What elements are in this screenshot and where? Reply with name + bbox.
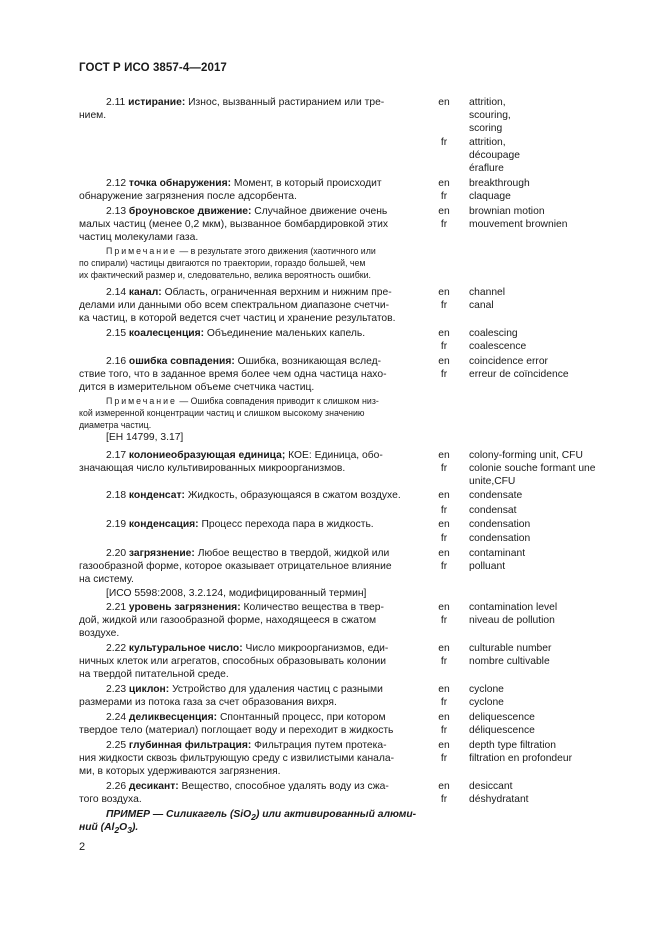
language-code: en — [438, 206, 450, 217]
term-title: культуральное число: — [128, 643, 243, 654]
language-code: fr — [440, 219, 448, 230]
foreign-term: colony-forming unit, CFU — [469, 450, 583, 461]
definition-line — [79, 615, 376, 627]
line-text: ния жидкости сквозь фильтрующую среду с извилистыми канала- — [79, 753, 395, 764]
note-line — [106, 246, 376, 257]
definition-line — [79, 382, 314, 394]
note-line — [79, 270, 371, 281]
definition-line — [106, 519, 374, 531]
line-text: Объединение маленьких капель. — [204, 328, 366, 339]
term-title: истирание: — [128, 97, 186, 108]
foreign-term: colonie souche formant une — [469, 463, 596, 474]
line-text: Любое вещество в твердой, жидкой или — [194, 548, 390, 559]
foreign-term: découpage — [469, 150, 520, 161]
language-code: fr — [440, 615, 448, 626]
line-text: Момент, в который происходит — [231, 178, 382, 189]
term-title: конденсат: — [128, 490, 185, 501]
foreign-term: cyclone — [469, 697, 504, 708]
term-title: уровень загрязнения: — [128, 602, 241, 613]
language-code: fr — [440, 369, 448, 380]
language-code: en — [438, 97, 450, 108]
language-code: en — [438, 450, 450, 461]
line-text: на систему. — [79, 574, 134, 585]
line-text: Количество вещества в твер- — [240, 602, 384, 613]
definition-line — [106, 432, 183, 444]
line-text: ничных клеток или агрегатов, способных образовывать колонии — [79, 656, 387, 667]
term-title: деликвесценция: — [128, 712, 218, 723]
line-text: Случайное движение очень — [251, 206, 388, 217]
line-text: 2.19 — [106, 519, 129, 530]
language-code: en — [438, 519, 450, 530]
language-code: fr — [440, 656, 448, 667]
definition-line — [79, 656, 386, 668]
language-code: fr — [440, 533, 448, 544]
definition-line — [79, 463, 345, 475]
foreign-term: polluant — [469, 561, 506, 572]
language-code: fr — [440, 697, 448, 708]
foreign-term: brownian motion — [469, 206, 545, 217]
language-code: en — [438, 287, 450, 298]
line-text: Процесс перехода пара в жидкость. — [198, 519, 374, 530]
definition-line — [106, 490, 401, 502]
term-title: точка обнаружения: — [128, 178, 232, 189]
foreign-term: filtration en profondeur — [469, 753, 573, 764]
foreign-term: coincidence error — [469, 356, 548, 367]
definition-line — [79, 561, 392, 573]
definition-line — [79, 219, 388, 231]
line-text: обнаружение загрязнения после адсорбента. — [79, 191, 297, 202]
line-text: твердое тело (материал) поглощает воду и переходит в жидкость — [79, 725, 394, 736]
definition-line — [106, 643, 388, 655]
foreign-term: nombre cultivable — [469, 656, 550, 667]
language-code: en — [438, 356, 450, 367]
foreign-term: condensate — [469, 490, 523, 501]
term-title: циклон: — [128, 684, 170, 695]
term-title: броуновское движение: — [128, 206, 252, 217]
line-text: дится в измерительном объеме счетчика частиц. — [79, 382, 315, 393]
line-text: делами или данными обо всем спектральном диапазоне счетчи- — [79, 300, 390, 311]
line-text: Устройство для удаления частиц с разными — [169, 684, 383, 695]
line-text: их фактический размер и, следовательно, велика вероятность ошибки. — [79, 270, 371, 280]
foreign-term: déshydratant — [469, 794, 529, 805]
language-code: fr — [440, 725, 448, 736]
foreign-term: canal — [469, 300, 494, 311]
foreign-term: attrition, — [469, 97, 506, 108]
line-text: нием. — [79, 110, 107, 121]
note-line — [79, 420, 151, 431]
language-code: fr — [440, 463, 448, 474]
definition-line — [79, 628, 119, 640]
line-text: — в результате этого движения (хаотичного или — [176, 246, 376, 256]
line-text: частиц молекулами газа. — [79, 232, 199, 243]
page-header-title: ГОСТ Р ИСО 3857-4—2017 — [79, 62, 227, 74]
foreign-term: condensation — [469, 533, 531, 544]
line-text: 2.14 — [106, 287, 129, 298]
term-title: конденсация: — [128, 519, 199, 530]
language-code: fr — [440, 341, 448, 352]
language-code: fr — [440, 753, 448, 764]
note-line — [106, 396, 379, 407]
foreign-term: éraflure — [469, 163, 504, 174]
definition-line — [79, 697, 337, 709]
note-label: Примечание — [106, 396, 177, 406]
term-title: колониеобразующая единица; — [128, 450, 286, 461]
foreign-term: erreur de coïncidence — [469, 369, 569, 380]
page-number: 2 — [79, 841, 86, 853]
definition-line — [79, 669, 229, 681]
definition-line — [79, 766, 281, 778]
language-code: en — [438, 602, 450, 613]
example-text: ). — [131, 822, 139, 833]
language-code: en — [438, 684, 450, 695]
line-text: Число микроорганизмов, еди- — [242, 643, 389, 654]
definition-line — [106, 548, 389, 560]
definition-line — [106, 712, 386, 724]
foreign-term: déliquescence — [469, 725, 535, 736]
note-line — [79, 408, 365, 419]
language-code: en — [438, 643, 450, 654]
line-text: ка частиц, в которой ведется счет частиц и хранение результатов. — [79, 313, 396, 324]
foreign-term: channel — [469, 287, 506, 298]
line-text: на твердой питательной среде. — [79, 669, 229, 680]
foreign-term: unite,CFU — [469, 476, 516, 487]
definition-line — [106, 97, 384, 109]
subscript: 2 — [251, 812, 256, 823]
foreign-term: depth type filtration — [469, 740, 557, 751]
definition-line — [106, 602, 384, 614]
term-title: коалесценция: — [128, 328, 205, 339]
definition-line — [106, 588, 366, 600]
example-text: O — [119, 822, 128, 833]
definition-line — [106, 740, 387, 752]
definition-line — [79, 300, 389, 312]
line-text: 2.26 — [106, 781, 129, 792]
definition-line — [79, 822, 138, 836]
language-code: en — [438, 712, 450, 723]
definition-line — [106, 684, 383, 696]
foreign-term: scouring, — [469, 110, 511, 121]
definition-line — [106, 328, 365, 340]
term-title: загрязнение: — [128, 548, 195, 559]
language-code: fr — [440, 561, 448, 572]
line-text: Спонтанный процесс, при котором — [217, 712, 386, 723]
line-text: того воздуха. — [79, 794, 142, 805]
line-text: ми, в которых удерживаются загрязнения. — [79, 766, 281, 777]
line-text: 2.24 — [106, 712, 129, 723]
subscript: 2 — [114, 825, 120, 836]
example-text: ПРИМЕР — Силикагель (SiO — [106, 809, 252, 820]
language-code: fr — [440, 191, 448, 202]
line-text: дой, жидкой или газообразной форме, находящееся в сжатом — [79, 615, 377, 626]
definition-line — [106, 178, 382, 190]
line-text: значающая число культивированных микроорганизмов. — [79, 463, 346, 474]
foreign-term: coalescing — [469, 328, 518, 339]
term-title: глубинная фильтрация: — [128, 740, 252, 751]
foreign-term: condensation — [469, 519, 531, 530]
definition-line — [106, 781, 389, 793]
line-text: кой измеренной концентрации частиц и слишком высокому значению — [79, 408, 365, 418]
definition-line — [79, 232, 198, 244]
definition-line — [106, 450, 383, 462]
language-code: fr — [440, 794, 448, 805]
language-code: en — [438, 328, 450, 339]
foreign-term: claquage — [469, 191, 511, 202]
line-text: [ИСО 5598:2008, 3.2.124, модифицированный термин] — [106, 588, 367, 599]
line-text: диаметра частиц. — [79, 420, 152, 430]
line-text: Вещество, способное удалять воду из сжа- — [178, 781, 389, 792]
language-code: en — [438, 740, 450, 751]
line-text: 2.12 — [106, 178, 129, 189]
line-text: 2.18 — [106, 490, 129, 501]
line-text: 2.16 — [106, 356, 129, 367]
foreign-term: contamination level — [469, 602, 558, 613]
note-line — [79, 258, 365, 269]
definition-line — [106, 809, 416, 823]
term-title: десикант: — [128, 781, 179, 792]
line-text: 2.15 — [106, 328, 129, 339]
foreign-term: culturable number — [469, 643, 552, 654]
foreign-term: attrition, — [469, 137, 506, 148]
foreign-term: scoring — [469, 123, 503, 134]
language-code: en — [438, 178, 450, 189]
line-text: по спирали) частицы двигаются по траектории, гораздо большей, чем — [79, 258, 366, 268]
line-text: [ЕН 14799, 3.17] — [106, 432, 184, 443]
definition-line — [106, 287, 392, 299]
line-text: 2.23 — [106, 684, 129, 695]
language-code: fr — [440, 300, 448, 311]
term-title: ошибка совпадения: — [128, 356, 235, 367]
foreign-term: breakthrough — [469, 178, 530, 189]
line-text: 2.11 — [106, 97, 129, 108]
line-text: Область, ограниченная верхним и нижним пре- — [161, 287, 392, 298]
note-label: Примечание — [106, 246, 177, 256]
foreign-term: deliquescence — [469, 712, 535, 723]
definition-line — [79, 725, 393, 737]
foreign-term: desiccant — [469, 781, 513, 792]
language-code: en — [438, 490, 450, 501]
example-text: ) или активированный алюми- — [255, 809, 417, 820]
definition-line — [106, 356, 381, 368]
foreign-term: condensat — [469, 505, 517, 516]
definition-line — [79, 369, 387, 381]
line-text: 2.17 — [106, 450, 129, 461]
line-text: ствие того, что в заданное время более чем одна частица нахо- — [79, 369, 387, 380]
line-text: воздухе. — [79, 628, 120, 639]
foreign-term: mouvement brownien — [469, 219, 568, 230]
foreign-term: contaminant — [469, 548, 526, 559]
line-text: Износ, вызванный растиранием или тре- — [185, 97, 385, 108]
definition-line — [79, 574, 134, 586]
language-code: fr — [440, 505, 448, 516]
definition-line — [79, 313, 395, 325]
language-code: en — [438, 781, 450, 792]
line-text: Жидкость, образующаяся в сжатом воздухе. — [184, 490, 401, 501]
definition-line — [79, 753, 394, 765]
line-text: малых частиц (менее 0,2 мкм), вызванное бомбардировкой этих — [79, 219, 389, 230]
subscript: 3 — [127, 825, 132, 836]
line-text: газообразной форме, которое оказывает отрицательное влияние — [79, 561, 392, 572]
example-text: ний (Al — [79, 822, 115, 833]
line-text: 2.13 — [106, 206, 129, 217]
language-code: fr — [440, 137, 448, 148]
definition-line — [79, 110, 106, 122]
definition-line — [79, 191, 297, 203]
language-code: en — [438, 548, 450, 559]
line-text: КОЕ: Единица, обо- — [285, 450, 383, 461]
line-text: 2.25 — [106, 740, 129, 751]
line-text: 2.22 — [106, 643, 129, 654]
line-text: Ошибка, возникающая вслед- — [234, 356, 382, 367]
definition-line — [79, 794, 142, 806]
definition-line — [106, 206, 387, 218]
line-text: Фильтрация путем протека- — [251, 740, 387, 751]
foreign-term: cyclone — [469, 684, 504, 695]
line-text: — Ошибка совпадения приводит к слишком низ- — [176, 396, 379, 406]
line-text: 2.20 — [106, 548, 129, 559]
line-text: 2.21 — [106, 602, 129, 613]
foreign-term: coalescence — [469, 341, 527, 352]
line-text: размерами из потока газа за счет образования вихря. — [79, 697, 337, 708]
term-title: канал: — [128, 287, 162, 298]
foreign-term: niveau de pollution — [469, 615, 555, 626]
